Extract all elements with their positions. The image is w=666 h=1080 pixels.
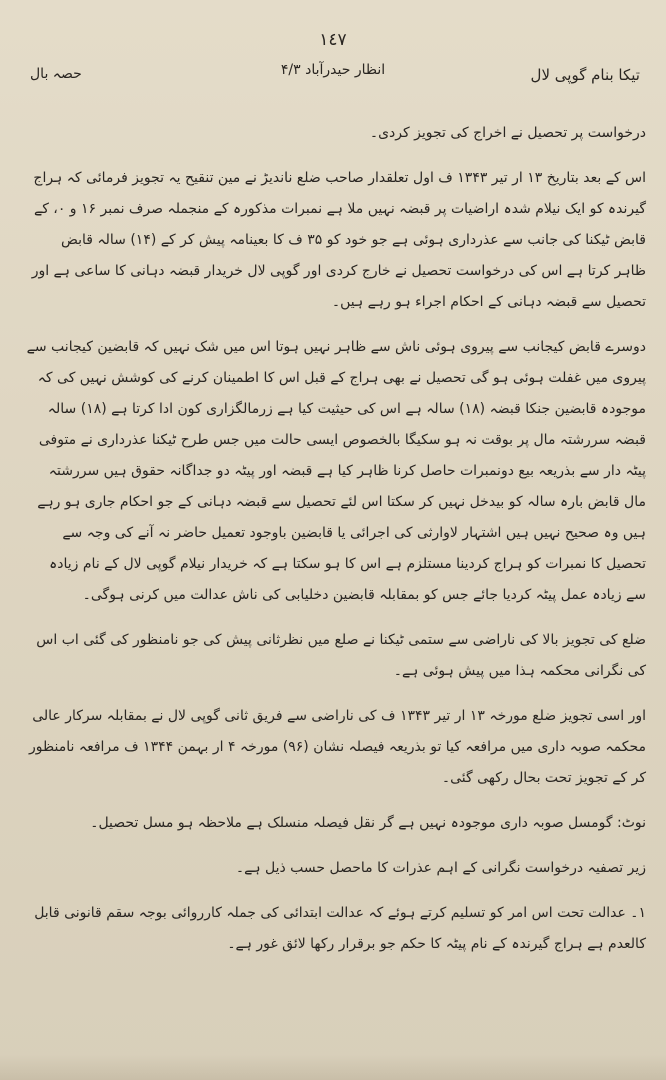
- page-number: ١٤٧: [319, 30, 347, 50]
- paragraph-4: ضلع کی تجویز بالا کی ناراضی سے ستمی ٹیکنا نے صلع میں نظرثانی پیش کی جو نامنظور کی گئی اب اس کی نگرانی محکمہ ہذا میں پیش ہوئی ہے۔: [36, 632, 646, 679]
- page-header: [0, 0, 666, 95]
- header-left-text: حصہ بال: [30, 66, 82, 82]
- document-body: [26, 118, 646, 1060]
- paragraph-7: زیر تصفیہ درخواست نگرانی کے اہم عذرات کا ماحصل حسب ذیل ہے۔: [235, 860, 646, 876]
- numbered-objection-1: ۱۔ عدالت تحت اس امر کو تسلیم کرتے ہوئے کہ عدالت ابتدائی کی جملہ کارروائی بوجہ سقم قانونی قابل کالعدم ہے ہراج گیرندہ کے نام پیٹہ کا حکم جو برقرار رکھا لائق غور ہے۔: [34, 905, 646, 952]
- paragraph-2: اس کے بعد بتاریخ ۱۳ ار تیر ۱۳۴۳ ف اول تعلقدار صاحب ضلع ناندیڑ نے مین تنقیح یہ تجویز فرمائی کہ ہراج گیرندہ کو ایک نیلام شدہ اراضیات پر قبضہ نہیں ملا ہے نمبرات مذکورہ کے منجملہ صرف نمبر ۱۶ و ۰، کے قابض ٹیکنا کی جانب سے عذرداری ہوئی ہے جو خود کو ۳۵ ف کا بعینامہ پیش کر کے (۱۴) سالہ قابض ظاہر کرتا ہے اس کی درخواست تحصیل نے خارج کردی اور گوپی لال خریدار قبضہ دہانی کا ساعی ہے اور تحصیل سے قبضہ دہانی کے احکام اجراء ہو رہے ہیں۔: [31, 170, 646, 310]
- header-right-text: تیکا بنام گوپی لال: [530, 66, 640, 84]
- paragraph-1: درخواست پر تحصیل نے اخراج کی تجویز کردی۔: [369, 125, 646, 141]
- paragraph-5: اور اسی تجویز ضلع مورخہ ۱۳ ار تیر ۱۳۴۳ ف کی ناراضی سے فریق ثانی گوپی لال نے بمقابلہ سرکار عالی محکمہ صوبہ داری میں مرافعہ کیا تو بذریعہ فیصلہ نشان (۹۶) مورخہ ۴ ار بہمن ۱۳۴۴ ف مرافعہ نامنظور کر کے تجویز تحت بحال رکھی گئی۔: [29, 708, 646, 786]
- paragraph-3: دوسرے قابض کیجانب سے پیروی ہوئی ناش سے ظاہر نہیں ہوتا اس میں شک نہیں کہ قابضین کیجانب سے پیروی میں غفلت ہوئی ہو گی تحصیل نے بھی ہراج کے قبل اس کا اطمینان کرنے کی کوشش نہیں کی کہ موجودہ قابضین جنکا قبضہ (۱۸) سالہ ہے اس کی حیثیت کیا ہے زرمالگزاری کون ادا کرتا ہے (۱۸) سالہ قبضہ سررشتہ مال پر بوقت نہ ہو سکیگا بالخصوص ایسی حالت میں جس طرح ٹیکنا عذرداری نے متوفی پیٹہ دار سے بذریعہ بیع دونمبرات حاصل کرنا ظاہر کیا ہے قبضہ اور پیٹہ دو جداگانہ حقوق ہیں سررشتہ مال قابض بارہ سالہ کو بیدخل نہیں کر سکتا اس لئے تحصیل سے قبضہ دہانی کے جو احکام جاری ہو رہے ہیں وہ صحیح نہیں ہیں اشتہار لاوارثی کی اجرائی یا قابضین باوجود تعمیل حاضر نہ آنے کی وجہ سے تحصیل کا نمبرات کو ہراج کردینا مستلزم ہے اس کا ہو سکتا ہے کہ خریدار نیلام گوپی لال کے نام زیادہ سے زیادہ عمل پیٹہ کردیا جائے جس کو بمقابلہ قابضین دخلیابی کی ناش عدالت میں کرنی ہوگی۔: [26, 339, 646, 603]
- note-paragraph: نوٹ: گومسل صوبہ داری موجودہ نہیں ہے گر نقل فیصلہ منسلک ہے ملاحظہ ہو مسل تحصیل۔: [90, 815, 646, 831]
- header-center-text: ۴/۳ انظار حیدرآباد: [280, 62, 386, 78]
